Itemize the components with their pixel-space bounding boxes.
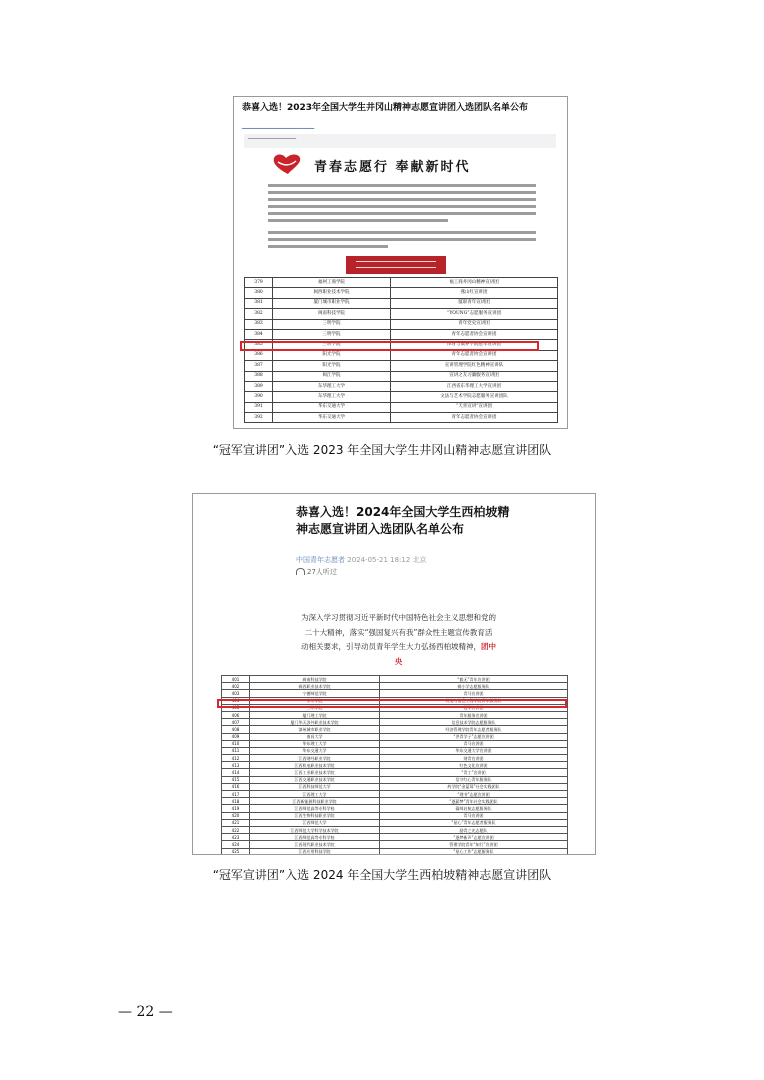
- cell-school: 江西师范高等专科学校: [250, 805, 380, 812]
- table-row: [245, 278, 558, 288]
- table-row: [222, 776, 568, 783]
- paragraph-line: [268, 184, 536, 187]
- table-row: [222, 719, 568, 726]
- cell-school: 南昌大学: [250, 733, 380, 740]
- screenshot-2023-slogan: 青春志愿行 奉献新时代: [314, 160, 471, 175]
- screenshot-2023-list: [233, 96, 568, 429]
- table-row: [222, 812, 568, 819]
- cell-team: 药学院“金蓝莓”社会实践团队: [380, 783, 568, 790]
- table-row: [222, 676, 568, 683]
- cell-no: 410: [222, 740, 250, 747]
- page-number: — 22 —: [118, 1004, 173, 1020]
- screenshot-2023-meta: ━━━━━━━━━━━━━━━━━━━━━━━━: [242, 126, 315, 132]
- publish-datetime: 2024-05-21 18:12: [347, 556, 411, 564]
- cell-school: 江西师范大学科学技术学院: [250, 826, 380, 833]
- cell-school: 华东交通大学: [250, 747, 380, 754]
- cell-no: 418: [222, 798, 250, 805]
- cell-no: 412: [222, 755, 250, 762]
- cell-team: “YOUNG”志愿服务宣讲团: [391, 309, 558, 319]
- cell-team: “青工”宣讲团: [380, 769, 568, 776]
- cell-school: 华东理工大学: [250, 740, 380, 747]
- cell-school: 阳光学院: [273, 361, 391, 371]
- cell-no: 423: [222, 834, 250, 841]
- cell-team: 江西省东华理工大学宣讲团: [391, 381, 558, 391]
- table-row: [245, 371, 558, 381]
- cell-school: 福州工商学院: [273, 278, 391, 288]
- cell-school: 三明学院: [273, 329, 391, 339]
- cell-school: 东华理工大学: [273, 392, 391, 402]
- headphones-icon: [296, 568, 305, 575]
- cell-no: 403: [222, 690, 250, 697]
- cell-no: 389: [245, 381, 273, 391]
- cell-team: 青年志愿者协会宣讲团: [391, 329, 558, 339]
- cell-no: 421: [222, 819, 250, 826]
- table-row: [222, 819, 568, 826]
- cell-no: 417: [222, 791, 250, 798]
- cell-no: 388: [245, 371, 273, 381]
- cell-no: 392: [245, 413, 273, 423]
- cell-no: 401: [222, 676, 250, 683]
- table-row: [245, 309, 558, 319]
- table-row: [245, 413, 558, 423]
- cell-school: 江西科技师范大学: [250, 783, 380, 790]
- cell-school: 闽江学院: [273, 371, 391, 381]
- cell-team: 华东交通大学宣讲团: [380, 747, 568, 754]
- cell-school: 华东交通大学: [273, 413, 391, 423]
- table-row: [245, 350, 558, 360]
- cell-no: 404: [222, 697, 250, 704]
- cell-school: 宁德师范学院: [250, 690, 380, 697]
- screenshot-2023-red-header: [346, 256, 446, 274]
- cell-no: 425: [222, 848, 250, 855]
- table-row: [222, 769, 568, 776]
- cell-school: 江西生物科技职业学院: [250, 812, 380, 819]
- cell-team: 宣讲之友习廉服务宣讲团: [391, 371, 558, 381]
- table-row: [222, 791, 568, 798]
- table-row: [245, 392, 558, 402]
- screenshot-2023-title: 恭喜入选！2023年全国大学生井冈山精神志愿宣讲团入选团队名单公布: [242, 103, 529, 113]
- cell-team: 福工商井冈山精神宣讲团: [391, 278, 558, 288]
- cell-no: 419: [222, 805, 250, 812]
- cell-school: 阳光学院: [273, 350, 391, 360]
- cell-school: 闽南科技学院: [250, 676, 380, 683]
- cell-school: 华东交通大学: [273, 402, 391, 412]
- cell-no: 405: [222, 704, 250, 711]
- cell-no: 422: [222, 826, 250, 833]
- cell-no: 381: [245, 298, 273, 308]
- table-row: [245, 319, 558, 329]
- table-row: [222, 683, 568, 690]
- cell-school: 闽南科技学院: [273, 309, 391, 319]
- cell-team: 经济管理学院青年志愿者服务队: [380, 726, 568, 733]
- cell-school: 闽西职业技术学院: [273, 288, 391, 298]
- cell-school: 江西现代职业技术学院: [250, 841, 380, 848]
- cell-no: 413: [222, 762, 250, 769]
- table-row: [222, 755, 568, 762]
- cell-no: 411: [222, 747, 250, 754]
- cell-school: 厦门华天涉外职业技术学院: [250, 719, 380, 726]
- cell-school: 江西师范大学: [250, 819, 380, 826]
- cell-school: 江西理工大学: [250, 791, 380, 798]
- table-row: [245, 329, 558, 339]
- cell-team: 宣讲管理学院红色精神宣讲队: [391, 361, 558, 371]
- highlight-box-2023: [240, 341, 539, 351]
- cell-no: 385: [245, 340, 273, 350]
- paragraph-line: [268, 245, 388, 248]
- cell-team: 青马宣讲团: [380, 812, 568, 819]
- cell-team: “毅无”青年宣讲团: [380, 676, 568, 683]
- cell-team: 青年服务宣讲团: [380, 711, 568, 718]
- paragraph-line: [268, 191, 536, 194]
- cell-team: 体育与康养学院冠军宣讲团: [391, 340, 558, 350]
- table-row: [222, 798, 568, 805]
- cell-school: 三明学院: [273, 319, 391, 329]
- publisher: 中国青年志愿者: [296, 556, 345, 564]
- cell-team: 励青之光志愿队: [380, 826, 568, 833]
- cell-team: 信守红心青年服务队: [380, 776, 568, 783]
- listen-count: [296, 567, 337, 577]
- table-row: [245, 298, 558, 308]
- cell-team: 青年党史宣讲团: [391, 319, 558, 329]
- cell-no: 424: [222, 841, 250, 848]
- cell-team: 青年志愿者协会宣讲团: [391, 350, 558, 360]
- cell-school: 江西交通职业技术学院: [250, 776, 380, 783]
- cell-team: 青年志愿者协会宣讲团: [391, 413, 558, 423]
- table-row: [222, 740, 568, 747]
- cell-team: 青马宣讲团: [380, 740, 568, 747]
- cell-team: “逐薪梦”青年社会实践团队: [380, 798, 568, 805]
- cell-no: 409: [222, 733, 250, 740]
- paragraph-line: [268, 219, 448, 222]
- cell-no: 383: [245, 319, 273, 329]
- cell-team: 青马宣讲团: [380, 690, 568, 697]
- screenshot-2024-list: [192, 493, 596, 855]
- cell-no: 406: [222, 711, 250, 718]
- table-row: [222, 848, 568, 855]
- cell-team: 信息技术学院志愿服务队: [380, 719, 568, 726]
- table-row: [222, 690, 568, 697]
- cell-team: “星心”青年志愿者服务队: [380, 819, 568, 826]
- cell-team: 厦职青年宣讲团: [391, 298, 558, 308]
- table-row: [222, 726, 568, 733]
- cell-team: 财青宣讲团: [380, 755, 568, 762]
- cell-no: 390: [245, 392, 273, 402]
- paragraph-line: [268, 205, 536, 208]
- cell-no: 380: [245, 288, 273, 298]
- cell-team: “洪青学子”志愿宣讲团: [380, 733, 568, 740]
- cell-team: 管理学院青年“知行”宣讲团: [380, 841, 568, 848]
- cell-school: 闽西职业技术学院: [250, 683, 380, 690]
- cell-school: 漳州城市职业学院: [250, 726, 380, 733]
- table-row: [222, 841, 568, 848]
- cell-school: 江西财经职业学院: [250, 755, 380, 762]
- caption-2024: “冠军宣讲团”入选 2024 年全国大学生西柏坡精神志愿宣讲团队: [212, 868, 552, 882]
- cell-team: 冠军宣讲团: [380, 704, 568, 711]
- cell-school: 厦门理工学院: [250, 711, 380, 718]
- table-row: [245, 288, 558, 298]
- publish-location: 北京: [412, 556, 427, 564]
- cell-no: 414: [222, 769, 250, 776]
- cell-no: 387: [245, 361, 273, 371]
- paragraph-line: [268, 212, 536, 215]
- highlight-box-2024: [217, 699, 567, 708]
- screenshot-2024-title: 恭喜入选！2024年全国大学生西柏坡精神志愿宣讲团入选团队名单公布: [296, 505, 510, 536]
- cell-school: 江西工业职业技术学院: [250, 769, 380, 776]
- table-row: [222, 747, 568, 754]
- table-row: [222, 834, 568, 841]
- cell-team: “天青宣讲”宣讲团: [391, 402, 558, 412]
- cell-school: 厦门城市职业学院: [273, 298, 391, 308]
- table-row: [222, 826, 568, 833]
- table-row: [245, 402, 558, 412]
- table-row: [245, 361, 558, 371]
- cell-team: 闽小学志愿服务队: [380, 683, 568, 690]
- cell-team: 文法与艺术学院志愿服务宣讲团队: [391, 392, 558, 402]
- table-row: [222, 733, 568, 740]
- cell-team: 红色文化宣讲团: [380, 762, 568, 769]
- cell-school: 江西机电职业技术学院: [250, 762, 380, 769]
- cell-no: 391: [245, 402, 273, 412]
- body-highlight: 团中央: [394, 642, 496, 666]
- cell-school: 江西应用科技学院: [250, 848, 380, 855]
- screenshot-2023-quote: ━━━━━━━━━━━━━━━━━━━━: [244, 134, 556, 148]
- cell-team: “逐梦新声”志愿宣讲团: [380, 834, 568, 841]
- cell-no: 407: [222, 719, 250, 726]
- cell-no: 384: [245, 329, 273, 339]
- table-row: [245, 381, 558, 391]
- cell-team: 机电与信息工程学院青年服务队: [380, 697, 568, 704]
- screenshot-2024-body: [301, 611, 496, 669]
- cell-school: 三明学院: [273, 340, 391, 350]
- table-row: [222, 711, 568, 718]
- paragraph-line: [268, 198, 536, 201]
- cell-no: 415: [222, 776, 250, 783]
- cell-team: “理书”志愿宣讲团: [380, 791, 568, 798]
- screenshot-2024-meta: [296, 555, 427, 565]
- table-row: [222, 783, 568, 790]
- cell-team: “星心工作”志愿服务队: [380, 848, 568, 855]
- table-row: [222, 805, 568, 812]
- cell-no: 408: [222, 726, 250, 733]
- cell-team: 燕山红宣讲团: [391, 288, 558, 298]
- cell-school: 江西新能源科技职业学院: [250, 798, 380, 805]
- cell-no: 416: [222, 783, 250, 790]
- cell-no: 386: [245, 350, 273, 360]
- cell-no: 379: [245, 278, 273, 288]
- listen-count-text: 27人听过: [307, 568, 337, 576]
- cell-no: 382: [245, 309, 273, 319]
- cell-no: 402: [222, 683, 250, 690]
- cell-school: 江西师范高等专科学校: [250, 834, 380, 841]
- table-row: [222, 762, 568, 769]
- cell-no: 420: [222, 812, 250, 819]
- caption-2023: “冠军宣讲团”入选 2023 年全国大学生井冈山精神志愿宣讲团队: [212, 443, 552, 457]
- paragraph-line: [268, 231, 536, 234]
- cell-team: 赣师启航志愿服务队: [380, 805, 568, 812]
- body-text: 为深入学习贯彻习近平新时代中国特色社会主义思想和党的二十大精神，落实“强国复兴有我”群众性主题宣传教育活动相关要求，引导动员青年学生大力弘扬西柏坡精神，: [301, 613, 496, 651]
- cell-school: 三明学院: [250, 704, 380, 711]
- cell-school: 东华理工大学: [273, 381, 391, 391]
- cell-school: 泉州学院: [250, 697, 380, 704]
- paragraph-line: [268, 238, 536, 241]
